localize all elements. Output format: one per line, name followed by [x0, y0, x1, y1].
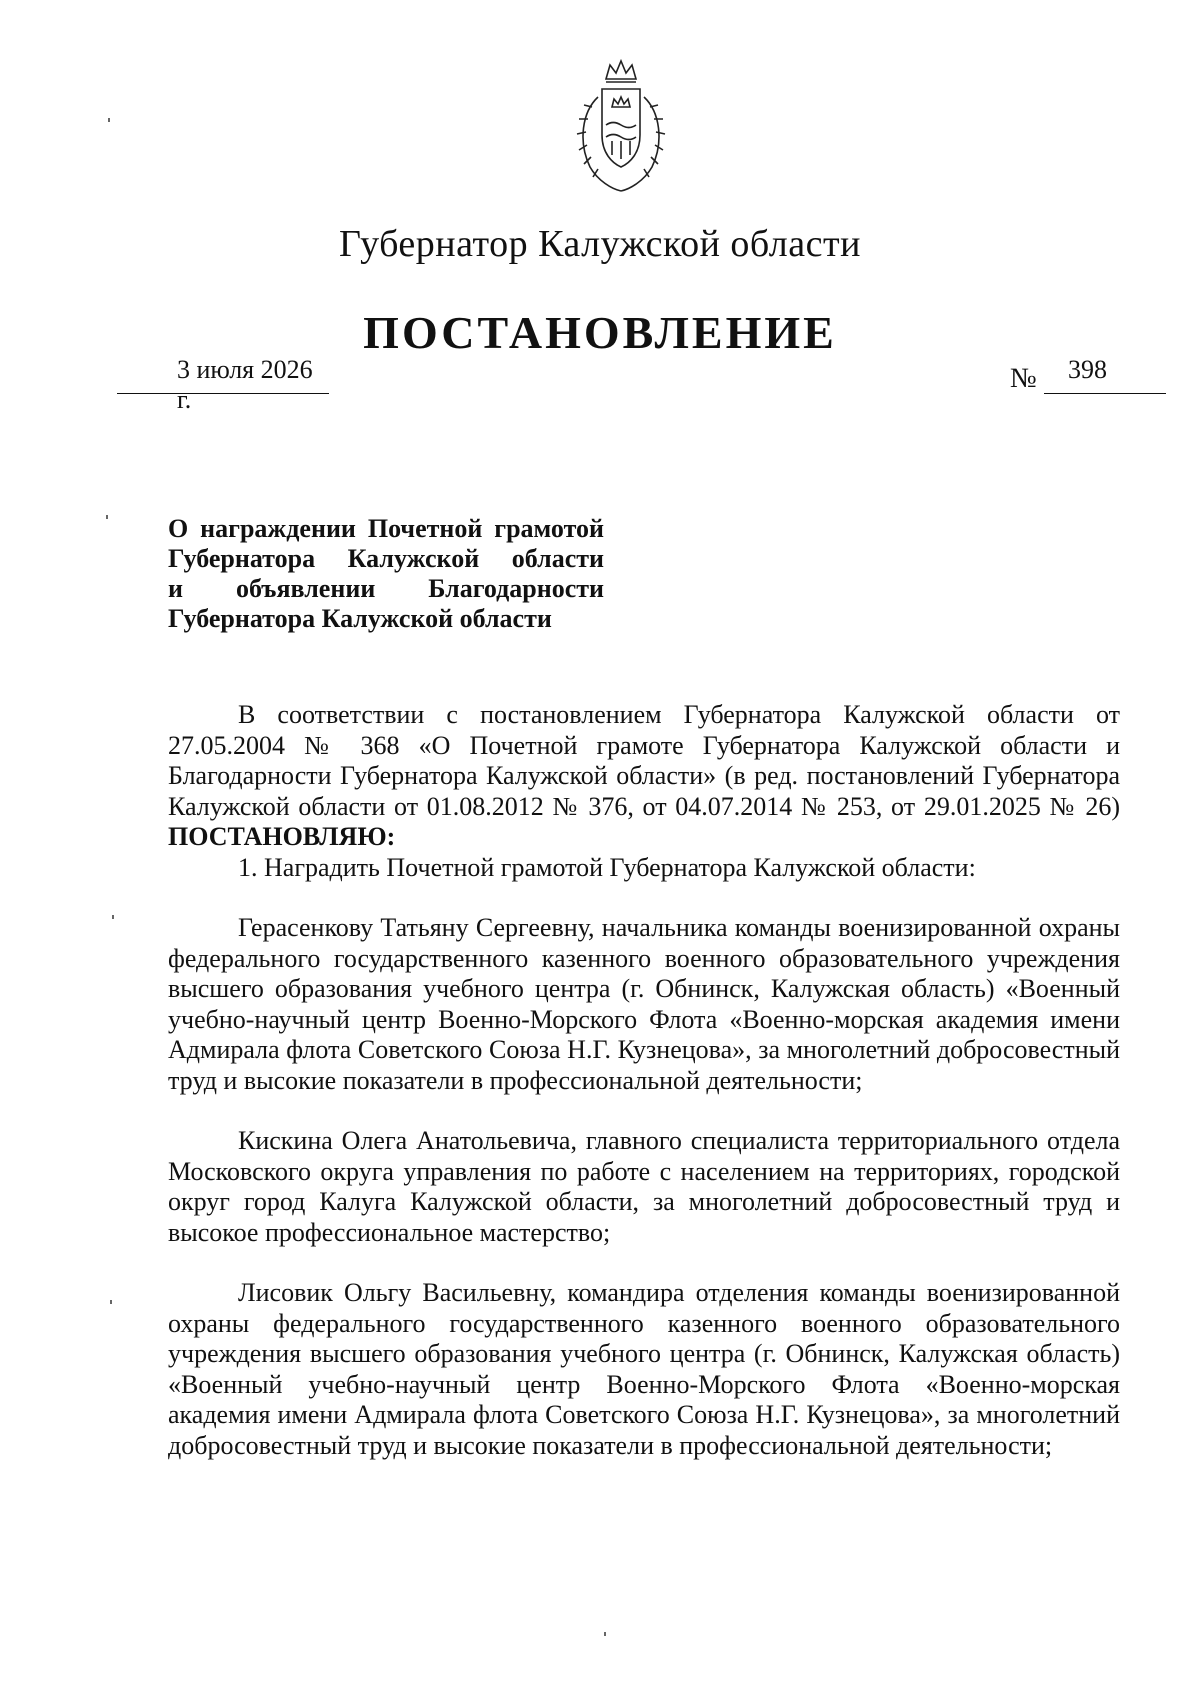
document-number: 398: [1068, 355, 1107, 384]
document-body: [168, 700, 1120, 1461]
decree-word: ПОСТАНОВЛЯЮ:: [168, 822, 396, 851]
issuing-authority: Губернатор Калужской области: [339, 223, 861, 265]
scan-speck: [112, 915, 114, 919]
subject-line: и объявлении Благодарности: [168, 574, 604, 603]
awardee-paragraph: Герасенкову Татьяну Сергеевну, начальника команды военизированной охраны федерального государственного казенного военного образовательного учреждения высшего образования учебного центра (г. Обнинск, Калужская область) «Военный учебно-научный центр Военно-Морского Флота «Военно-морская академия имени Адмирала флота Советского Союза Н.Г. Кузнецова», за многолетний добросовестный труд и высокие показатели в профессиональной деятельности;: [168, 913, 1120, 1095]
document-type-title: ПОСТАНОВЛЕНИЕ: [363, 307, 837, 358]
scan-speck: [106, 515, 108, 519]
awardee-paragraph: Лисовик Ольгу Васильевну, командира отделения команды военизированной охраны федерального государственного казенного военного образовательного учреждения высшего образования учебного центра (г. Обнинск, Калужская область) «Военный учебно-научный центр Военно-Морского Флота «Военно-морская академия имени Адмирала флота Советского Союза Н.Г. Кузнецова», за многолетний добросовестный труд и высокие показатели в профессиональной деятельности;: [168, 1278, 1120, 1460]
document-subject: [168, 514, 604, 634]
scan-speck: [108, 118, 110, 122]
preamble-paragraph: [168, 700, 1120, 853]
coat-of-arms-icon: [568, 57, 674, 197]
item-1-paragraph: 1. Наградить Почетной грамотой Губернатора Калужской области:: [238, 852, 976, 882]
scan-speck: [604, 1632, 606, 1636]
subject-line: Губернатора Калужской области: [168, 604, 552, 633]
subject-line: О награждении Почетной грамотой: [168, 514, 604, 543]
number-label: №: [1010, 363, 1037, 394]
document-date: 3 июля 2026 г.: [177, 355, 313, 414]
preamble-text: В соответствии с постановлением Губернатора Калужской области от 27.05.2004 № 368 «О Почетной грамоте Губернатора Калужской области и Благодарности Губернатора Калужской области» (в ред. постановлений Губернатора Калужской области от 01.08.2012 № 376, от 04.07.2014 № 253, от 29.01.2025 № 26): [168, 700, 1120, 821]
scan-speck: [110, 1300, 112, 1304]
awardee-paragraph: Кискина Олега Анатольевича, главного специалиста территориального отдела Московского округа управления по работе с населением на территориях, городской округ город Калуга Калужской области, за многолетний добросовестный труд и высокое профессиональное мастерство;: [168, 1126, 1120, 1247]
document-number-field: [1044, 353, 1166, 394]
document-date-field: [117, 353, 329, 414]
subject-line: Губернатора Калужской области: [168, 544, 604, 573]
